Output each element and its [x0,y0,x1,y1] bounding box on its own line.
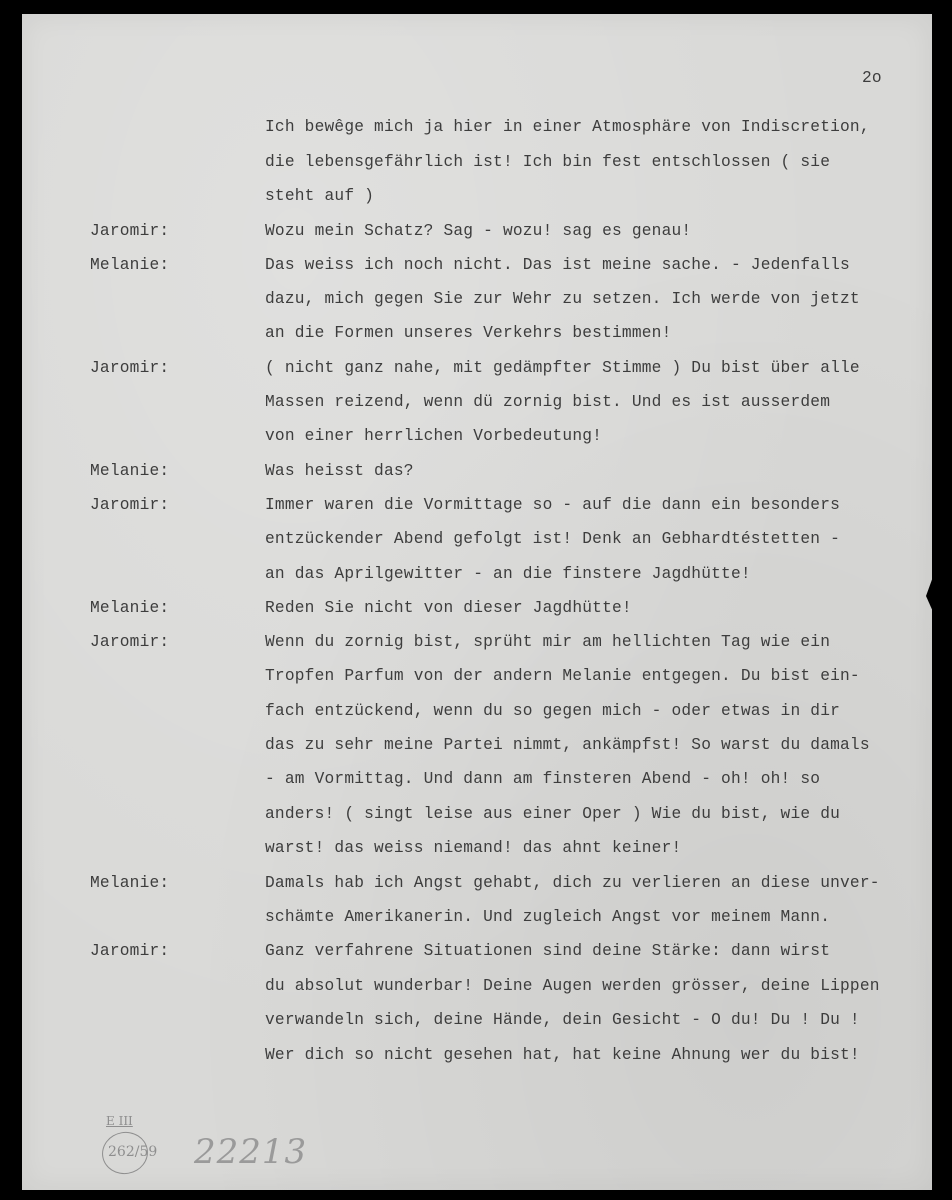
speaker-label: Melanie: [90,599,170,617]
dialogue-line: von einer herrlichen Vorbedeutung! [265,427,603,445]
dialogue-line: ( nicht ganz nahe, mit gedämpfter Stimme ) Du bist über alle [265,359,860,377]
speaker-label: Melanie: [90,256,170,274]
speaker-label: Jaromir: [90,222,170,240]
speaker-label: Jaromir: [90,633,170,651]
dialogue-line: du absolut wunderbar! Deine Augen werden grösser, deine Lippen [265,977,880,995]
dialogue-line: anders! ( singt leise aus einer Oper ) Wie du bist, wie du [265,805,841,823]
torn-edge [926,574,934,614]
dialogue-line: - am Vormittag. Und dann am finsteren Abend - oh! oh! so [265,770,821,788]
speaker-label: Jaromir: [90,942,170,960]
dialogue-line: an die Formen unseres Verkehrs bestimmen! [265,324,672,342]
dialogue-line: das zu sehr meine Partei nimmt, ankämpfst! So warst du damals [265,736,870,754]
dialogue-line: die lebensgefährlich ist! Ich bin fest entschlossen ( sie [265,153,831,171]
page-number: 2o [862,69,882,87]
speaker-label: Jaromir: [90,359,170,377]
dialogue-line: Tropfen Parfum von der andern Melanie entgegen. Du bist ein- [265,667,860,685]
dialogue-line: steht auf ) [265,187,375,205]
dialogue-line: Wozu mein Schatz? Sag - wozu! sag es genau! [265,222,692,240]
speaker-label: Melanie: [90,874,170,892]
archive-shelfmark-pencil: E III [106,1114,133,1128]
dialogue-line: warst! das weiss niemand! das ahnt keiner! [265,839,682,857]
dialogue-line: Damals hab ich Angst gehabt, dich zu verlieren an diese unver- [265,874,880,892]
dialogue-line: verwandeln sich, deine Hände, dein Gesicht - O du! Du ! Du ! [265,1011,860,1029]
dialogue-line: fach entzückend, wenn du so gegen mich - oder etwas in dir [265,702,841,720]
archive-circled-number: 262/59 [108,1144,158,1160]
dialogue-line: entzückender Abend gefolgt ist! Denk an Gebhardtéstetten - [265,530,841,548]
speaker-label: Melanie: [90,462,170,480]
dialogue-line: Wenn du zornig bist, sprüht mir am hellichten Tag wie ein [265,633,831,651]
dialogue-line: Ich bewêge mich ja hier in einer Atmosphäre von Indiscretion, [265,118,870,136]
dialogue-line: Was heisst das? [265,462,414,480]
dialogue-line: Massen reizend, wenn dü zornig bist. Und es ist ausserdem [265,393,831,411]
archive-inventory-number: 22213 [194,1132,308,1172]
dialogue-line: Wer dich so nicht gesehen hat, hat keine Ahnung wer du bist! [265,1046,860,1064]
dialogue-line: dazu, mich gegen Sie zur Wehr zu setzen. Ich werde von jetzt [265,290,860,308]
dialogue-line: Reden Sie nicht von dieser Jagdhütte! [265,599,632,617]
dialogue-line: Das weiss ich noch nicht. Das ist meine sache. - Jedenfalls [265,256,850,274]
archive-pencil-marks [102,1114,312,1194]
dialogue-line: Ganz verfahrene Situationen sind deine Stärke: dann wirst [265,942,831,960]
typewritten-page [22,14,932,1190]
dialogue-line: schämte Amerikanerin. Und zugleich Angst vor meinem Mann. [265,908,831,926]
speaker-label: Jaromir: [90,496,170,514]
dialogue-line: Immer waren die Vormittage so - auf die dann ein besonders [265,496,841,514]
dialogue-line: an das Aprilgewitter - an die finstere Jagdhütte! [265,565,751,583]
